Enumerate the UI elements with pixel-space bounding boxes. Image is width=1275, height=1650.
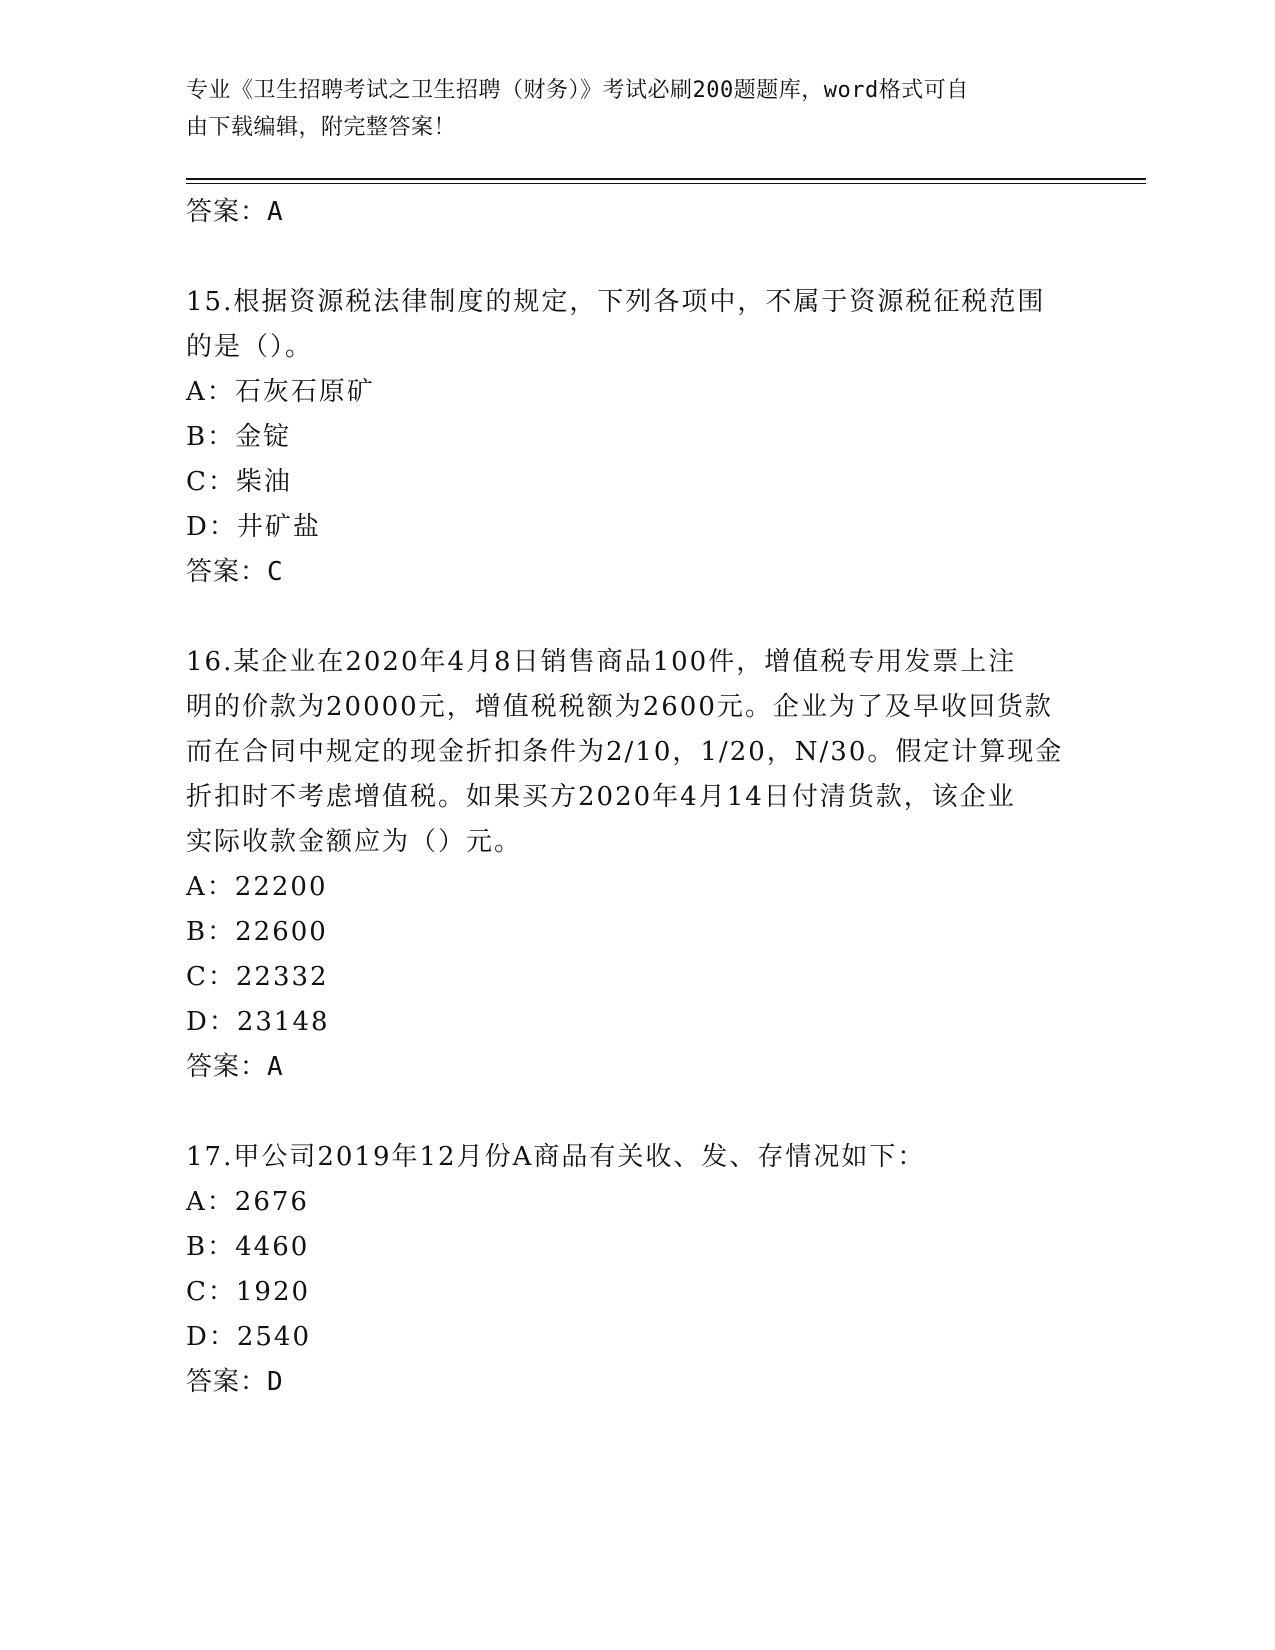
- previous-answer: 答案：A: [186, 197, 284, 227]
- option-a: A：石灰石原矿: [186, 377, 375, 407]
- option-b: B：金锭: [186, 422, 292, 452]
- answer: 答案：C: [186, 557, 284, 587]
- option-c: C：柴油: [186, 467, 292, 497]
- header-divider: [186, 178, 1146, 180]
- question-stem: 16.某企业在2020年4月8日销售商品100件，增值税专用发票上注: [186, 647, 1017, 677]
- spacer: [186, 235, 1086, 280]
- option-d: D：23148: [186, 1007, 330, 1037]
- option-c: C：22332: [186, 962, 329, 992]
- answer: 答案：A: [186, 1052, 284, 1082]
- question-stem: 折扣时不考虑增值税。如果买方2020年4月14日付清货款，该企业: [186, 782, 1016, 812]
- spacer: [186, 1090, 1086, 1135]
- option-a: A：22200: [186, 872, 328, 902]
- question-16: [186, 640, 1086, 1090]
- spacer: [186, 595, 1086, 640]
- answer: 答案：D: [186, 1367, 284, 1397]
- option-c: C：1920: [186, 1277, 311, 1307]
- option-d: D：井矿盐: [186, 512, 321, 542]
- header-note-line-2: 由下载编辑，附完整答案！: [186, 115, 457, 140]
- question-stem: 17.甲公司2019年12月份A商品有关收、发、存情况如下：: [186, 1142, 926, 1172]
- question-stem: 实际收款金额应为（）元。: [186, 827, 523, 857]
- question-stem: 而在合同中规定的现金折扣条件为2/10，1/20，N/30。假定计算现金: [186, 737, 1064, 767]
- option-b: B：4460: [186, 1232, 310, 1262]
- option-d: D：2540: [186, 1322, 312, 1352]
- question-stem: 15.根据资源税法律制度的规定，下列各项中，不属于资源税征税范围: [186, 287, 1046, 317]
- question-15: [186, 280, 1086, 595]
- header-note: [186, 72, 1056, 146]
- header-note-line-1: 专业《卫生招聘考试之卫生招聘（财务）》考试必刷200题题库，word格式可自: [186, 78, 969, 103]
- question-list: [186, 190, 1086, 1405]
- header-divider-thin: [186, 183, 1146, 184]
- option-b: B：22600: [186, 917, 328, 947]
- option-a: A：2676: [186, 1187, 309, 1217]
- question-17: [186, 1135, 1086, 1405]
- question-stem: 明的价款为20000元，增值税税额为2600元。企业为了及早收回货款: [186, 692, 1053, 722]
- question-stem: 的是（）。: [186, 332, 314, 362]
